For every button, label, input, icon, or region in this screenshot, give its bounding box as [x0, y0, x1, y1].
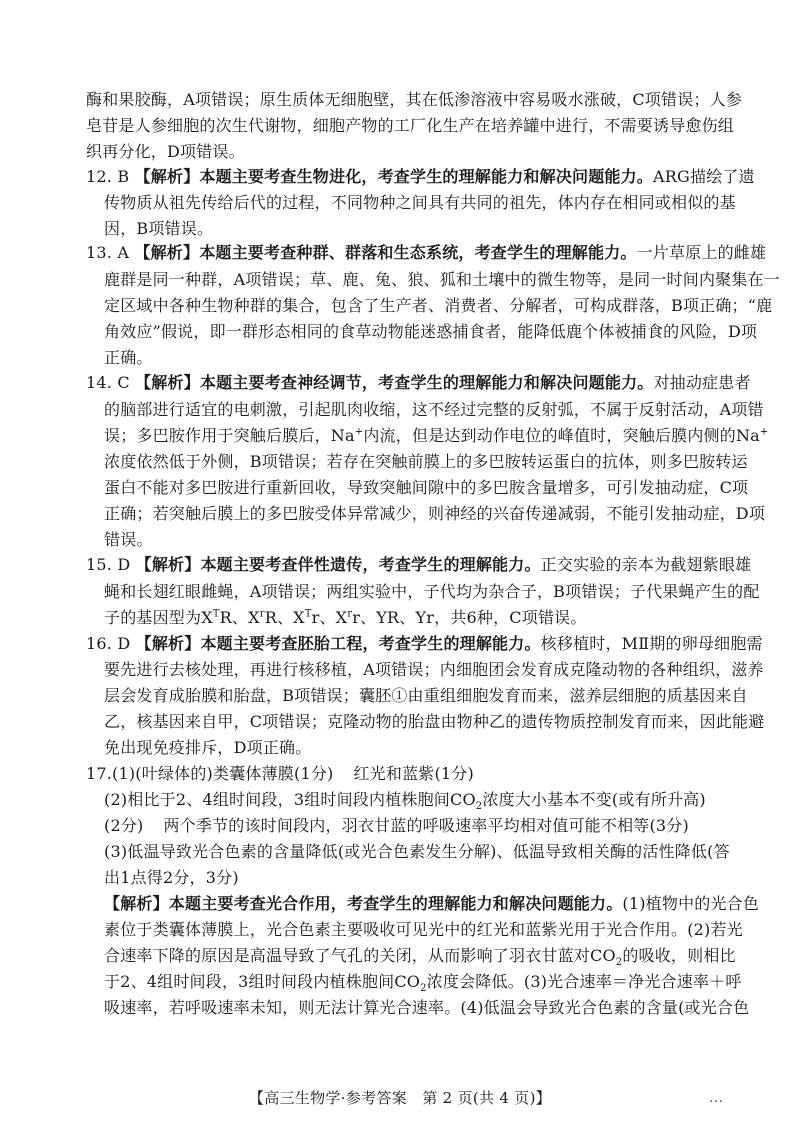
text-line: 蝇和长翅红眼雌蝇，A项错误；两组实验中，子代均为杂合子，B项错误；子代果蝇产生的配 — [104, 582, 760, 601]
text-line: 免出现免疫排斥，D项正确。 — [104, 738, 312, 757]
page-footer: 【高三生物学·参考答案 第 2 页(共 4 页)】 — [248, 1089, 552, 1107]
text-line: 的脑部进行适宜的电刺激，引起肌肉收缩，这不经过完整的反射弧，不属于反射活动，A项错 — [104, 400, 764, 419]
text-line: 于2、4组时间段，3组时间段内植株胞间$CO_2$浓度会降低。(3)光合速率＝净光合速率＋呼 — [104, 972, 742, 995]
question-12-line: 12. B 【解析】本题主要考查生物进化，考查学生的理解能力和解决问题能力。ARG描绘了遗 — [86, 167, 755, 186]
text-line: (3)低温导致光合色素的含量降低(或光合色素发生分解)、低温导致相关酶的活性降低(答 — [104, 842, 730, 861]
question-13-line: 13. A 【解析】本题主要考查种群、群落和生态系统，考查学生的理解能力。一片草原上的雌雄 — [86, 243, 767, 262]
text-line: 定区域中各种生物种群的集合，包含了生产者、消费者、分解者，可构成群落，B项正确；“鹿 — [104, 296, 773, 315]
text-line: (2分) 两个季节的该时间段内，羽衣甘蓝的呼吸速率平均相对值可能不相等(3分) — [104, 816, 689, 835]
text-line: 鹿群是同一种群，A项错误；草、鹿、兔、狼、狐和土壤中的微生物等，是同一时间内聚集在一 — [104, 270, 780, 289]
text-line: 合速率下降的原因是高温导致了气孔的关闭，从而影响了羽衣甘蓝对$CO_2$的吸收，则相比 — [104, 946, 736, 969]
text-line: 皂苷是人参细胞的次生代谢物，细胞产物的工厂化生产在培养罐中进行，不需要诱导愈伤组 — [86, 116, 735, 135]
text-line: 蛋白不能对多巴胺进行重新回收，导致突触间隙中的多巴胺含量增多，可引发抽动症，C项 — [104, 478, 749, 497]
text-line: 错误。 — [104, 530, 153, 549]
question-number: 16. D — [86, 634, 131, 653]
text-line: 正确。 — [104, 348, 153, 367]
question-17-line: 17.(1)(叶绿体的)类囊体薄膜(1分) 红光和蓝紫(1分) — [86, 764, 474, 783]
text-line: 子的基因型为$X^TR$、$X^rR$、$X^Tr$、$X^rr$、YR、Yr，共6种，C项错误。 — [104, 608, 587, 627]
analysis-line: 【解析】本题主要考查光合作用，考查学生的理解能力和解决问题能力。(1)植物中的光合色 — [104, 894, 760, 913]
question-15-line: 15. D 【解析】本题主要考查伴性遗传，考查学生的理解能力。正交实验的亲本为截翅紫眼雄 — [86, 555, 752, 574]
text-line: 误；多巴胺作用于突触后膜后，Na+内流，但是达到动作电位的峰值时，突触后膜内侧的Na+ — [104, 426, 769, 445]
text-line: 角效应”假说，即一群形态相同的食草动物能迷惑捕食者，能降低鹿个体被捕食的风险，D项 — [104, 322, 758, 341]
text-line: 要先进行去核处理，再进行核移植，A项错误；内细胞团会发育成克隆动物的各种组织，滋养 — [104, 660, 764, 679]
text-line: 吸速率，若呼吸速率未知，则无法计算光合速率。(4)低温会导致光合色素的含量(或光合色 — [104, 998, 750, 1017]
text-line: 浓度依然低于外侧，B项错误；若存在突触前膜上的多巴胺转运蛋白的抗体，则多巴胺转运 — [104, 452, 748, 471]
question-number: 12. B — [86, 167, 130, 186]
footer-mark: … — [709, 1090, 723, 1106]
text-line: 乙，核基因来自甲，C项错误；克隆动物的胎盘由物种乙的遗传物质控制发育而来，因此能避 — [104, 712, 765, 731]
text-line: 正确；若突触后膜上的多巴胺受体异常减少，则神经的兴奋传递减弱，不能引发抽动症，D项 — [104, 504, 766, 523]
question-14-line: 14. C 【解析】本题主要考查神经调节，考查学生的理解能力和解决问题能力。对抽动症患者 — [86, 373, 751, 392]
text-line: 传物质从祖先传给后代的过程，不同物种之间具有共同的祖先，体内存在相同或相似的基 — [104, 193, 736, 212]
question-number: 14. C — [86, 373, 130, 392]
text-line: 酶和果胶酶，A项错误；原生质体无细胞壁，其在低渗溶液中容易吸水涨破，C项错误；人参 — [86, 90, 742, 109]
question-16-line: 16. D 【解析】本题主要考查胚胎工程，考查学生的理解能力。核移植时，MⅡ期的卵母细胞需 — [86, 634, 763, 653]
question-number: 15. D — [86, 555, 131, 574]
text-line: 层会发育成胎膜和胎盘，B项错误；囊胚①由重组细胞发育而来，滋养层细胞的质基因来自 — [104, 686, 748, 705]
text-line: 出1点得2分，3分) — [104, 868, 239, 887]
text-line: 织再分化，D项错误。 — [86, 142, 245, 161]
text-line: (2)相比于2、4组时间段，3组时间段内植株胞间$CO_2$浓度大小基本不变(或有所升高) — [104, 790, 706, 813]
question-number: 13. A — [86, 243, 130, 262]
text-line: 素位于类囊体薄膜上，光合色素主要吸收可见光中的红光和蓝紫光用于光合作用。(2)若光 — [104, 920, 743, 939]
analysis-label: 【解析】 — [134, 167, 200, 186]
text-line: 因，B项错误。 — [104, 219, 214, 238]
question-number: 17. — [86, 764, 113, 783]
